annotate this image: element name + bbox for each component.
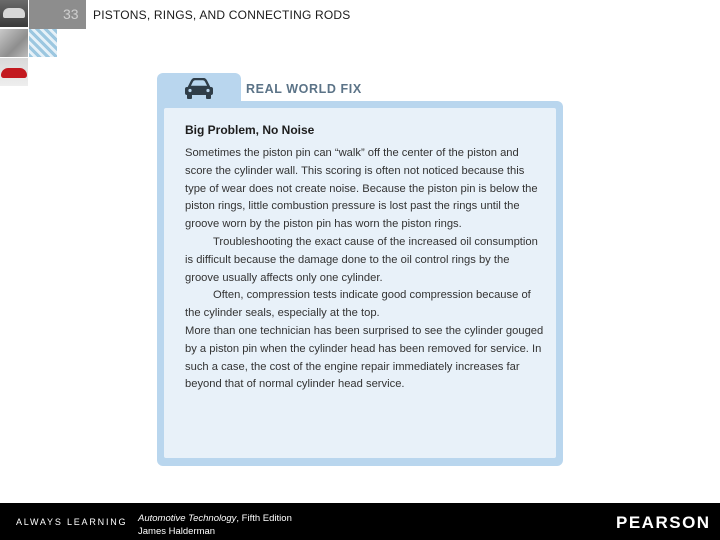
paragraph: More than one technician has been surprised to see the cylinder gouged by a piston pin when the cylinder head has been removed for service. In such a case, the cost of the engine repair immediately increases far beyond that of normal cylinder head service. (185, 324, 544, 391)
car-silhouette-icon (3, 8, 25, 18)
real-world-fix-panel (157, 73, 563, 466)
slide-number-box (29, 0, 86, 29)
publisher-logo: PEARSON (616, 513, 711, 532)
footer-bar (0, 503, 720, 540)
footer-tagline: ALWAYS LEARNING (16, 517, 128, 527)
red-car-icon (1, 68, 27, 78)
paragraph: Troubleshooting the exact cause of the increased oil consumption is difficult because the damage done to the oil control rings by the groove usually affects only one cylinder. (185, 235, 538, 284)
paragraph: Sometimes the piston pin can “walk” off the center of the piston and score the cylinder wall. This scoring is often not noticed because this type of wear does not create noise. Because the piston pin is below the piston rings, little combustion pressure is lost past the rings until the groove worn by the piston pin has worn the piston rings. (185, 147, 538, 231)
book-title: Automotive Technology (138, 513, 237, 524)
paragraph: Often, compression tests indicate good compression because of the cylinder seals, especially at the top. (185, 289, 531, 320)
feature-body (185, 145, 545, 394)
book-edition: , Fifth Edition (236, 513, 292, 524)
feature-label: REAL WORLD FIX (246, 82, 362, 96)
car-icon (182, 78, 216, 100)
panel-tab (157, 73, 241, 103)
thumbnail-parts (0, 29, 28, 57)
book-author: James Halderman (138, 526, 216, 537)
feature-title: Big Problem, No Noise (185, 123, 315, 137)
slide-number: 33 (63, 6, 79, 22)
thumbnail-red-car (0, 58, 28, 86)
page-title: PISTONS, RINGS, AND CONNECTING RODS (93, 8, 351, 22)
book-citation (138, 512, 292, 538)
thumbnail-texture (29, 29, 57, 57)
thumbnail-car-dark (0, 0, 28, 27)
